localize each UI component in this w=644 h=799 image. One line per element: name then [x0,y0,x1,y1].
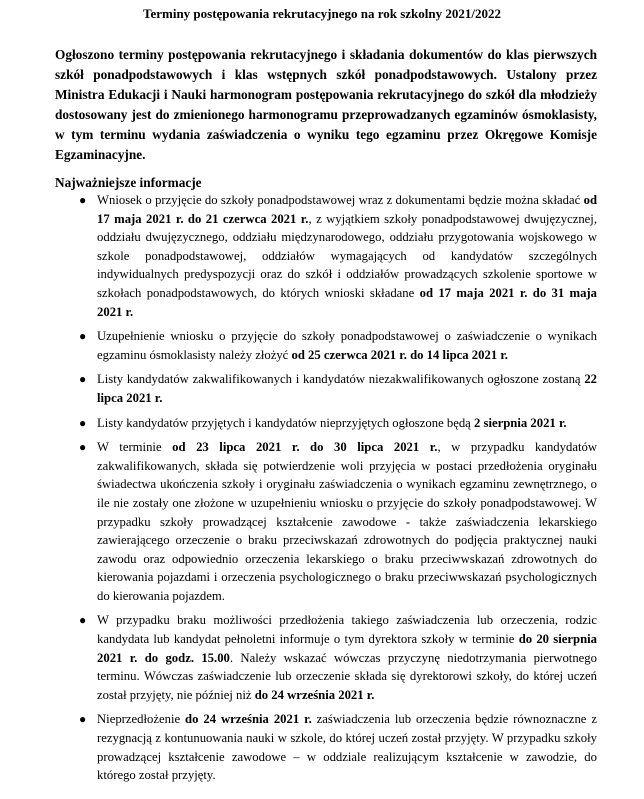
item-text: Uzupełnienie wniosku o przyjęcie do szkoły ponadpodstawowej o zaświadczenie o wynikach egzaminu ósmoklasisty należy złożyć [97,329,597,362]
bullet-icon: ● [79,440,87,455]
item-text: zaświadczenia lub orzeczenia będzie równoznaczne z rezygnacją z kontunuowania nauki w szkole, do której uczeń został przyjęty. W przypadku szkoły prowadzącej kształcenie zawodowe – w oddziale realizującym kształcenie w zawodzie, do którego został przyjęty. [97,712,597,783]
item-text: , z wyjątkiem szkoły ponadpodstawowej dwujęzycznej, oddziału dwujęzycznego, oddziału międzynarodowego, oddziału przygotowania wojskowego w szkole ponadpodstawowej, oddziałów wymagających od kandydatów szczególnych indywidualnych predyspozycji oraz do szkół i oddziałów prowadzących szkolenie sportowe w szkołach ponadpodstawowych, do których wnioski składane [97,211,597,300]
item-text: , w przypadku kandydatów zakwalifikowanych, składa się potwierdzenie woli przyjęcia w postaci przedłożenia oryginału świadectwa ukończenia szkoły i oryginału zaświadczenia o wynikach egzaminu zewnętrznego, o ile nie zostały one złożone w uzupełnieniu wniosku o przyjęcie do szkoły ponadpodstawowej. W przypadku szkoły prowadzącej kształcenie zawodowe - także zaświadczenia lekarskiego zawierającego orzeczenie o braku przeciwskazań zdrowotnych do podjęcia praktycznej nauki zawodu oraz odpowiednio orzeczenia lekarskiego o braku przeciwwskazań zdrowotnych do kierowania pojazdami i orzeczenia psychologicznego o braku przeciwwskazań psychologicznych do kierowania pojazdem. [97,440,597,603]
item-date: od 17 maja 2021 r. do 31 maja 2021 r. [97,285,597,319]
item-date: od 23 lipca 2021 r. do 30 lipca 2021 r. [172,440,438,455]
list-item [55,370,597,407]
bullet-icon: ● [79,372,87,387]
bullet-icon: ● [79,193,87,207]
item-text: W przypadku braku możliwości przedłożenia takiego zaświadczenia lub orzeczenia, rodzic kandydata lub kandydat pełnoletni informuje o tym dyrektora szkoły w terminie [97,613,597,647]
item-text: Listy kandydatów przyjętych i kandydatów nieprzyjętych ogłoszone będą [97,415,474,430]
item-date: do 24 września 2021 r. [185,712,312,727]
bullet-icon: ● [79,415,87,430]
section-heading: Najważniejsze informacje [55,175,202,190]
item-date: do 24 września 2021 r. [254,687,375,702]
document-title: Terminy postępowania rekrutacyjnego na rok szkolny 2021/2022 [142,6,501,21]
item-date: od 25 czerwca 2021 r. do 14 lipca 2021 r. [291,347,508,362]
list-item [55,414,597,433]
item-text: Wniosek o przyjęcie do szkoły ponadpodstawowej wraz z dokumentami będzie można składać [97,193,584,207]
list-item [55,710,597,784]
item-text: Nieprzedłożenie [97,712,186,727]
bullet-icon: ● [79,329,87,344]
bullet-icon: ● [79,613,87,628]
list-item [55,611,597,704]
intro-paragraph: Ogłoszono terminy postępowania rekrutacyjnego i składania dokumentów do klas pierwszych szkół ponadpodstawowych i klas wstępnych szkół ponadpodstawowych. Ustalony przez Ministra Edukacji i Nauki harmonogram postępowania rekrutacyjnego do szkół dla młodzieży dostosowany jest do zmienionego harmonogramu przeprowadzanych egzaminów ósmoklasisty, w tym terminu wydania zaświadczenia o wyniku tego egzaminu przez Okręgowe Komisje Egzaminacyjne. [55,47,597,162]
item-date: 2 sierpnia 2021 r. [474,415,567,430]
item-date: 22 lipca 2021 r. [97,372,597,405]
list-item [55,438,597,605]
list-item [55,327,597,364]
item-text: Listy kandydatów zakwalifikowanych i kandydatów niezakwalifikowanych ogłoszone zostaną [97,372,585,387]
info-list [55,191,597,791]
item-date: do 20 sierpnia 2021 r. do godz. 15.00 [97,632,597,665]
bullet-icon: ● [79,712,87,727]
item-text: W terminie [97,440,173,455]
item-text: . Należy wskazać wówczas przyczynę niedotrzymania pierwotnego terminu. Wówczas zaświadczenie lub orzeczenie składa się dyrektorowi szkoły, do której uczeń został przyjęty, nie później niż [97,650,597,702]
item-date: od 17 maja 2021 r. do 21 czerwca 2021 r. [97,193,597,226]
list-item [55,191,597,321]
